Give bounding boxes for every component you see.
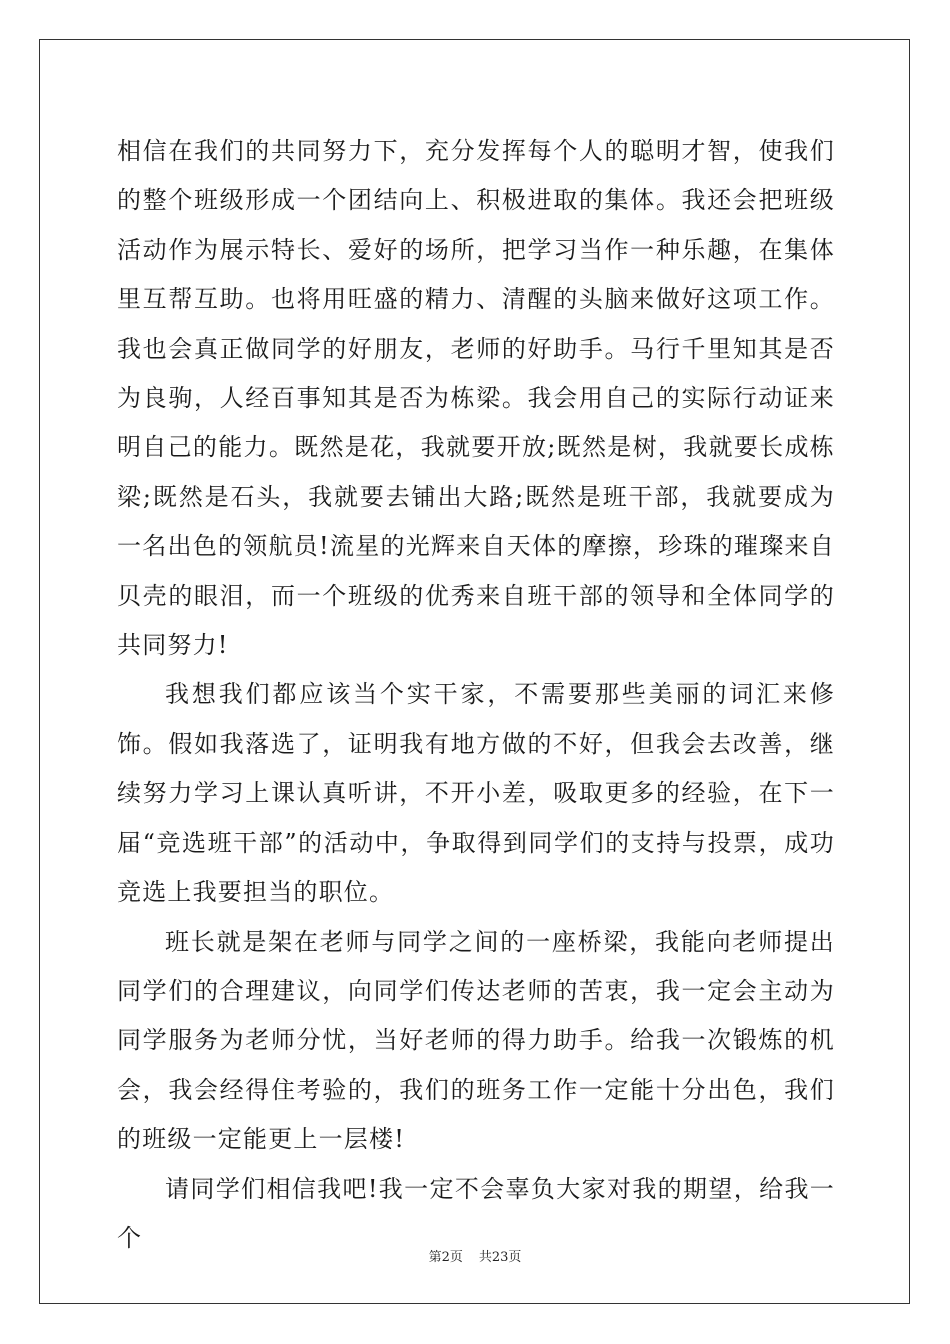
document-body bbox=[117, 127, 835, 1263]
paragraph-2: 我想我们都应该当个实干家，不需要那些美丽的词汇来修饰。假如我落选了，证明我有地方做的不好，但我会去改善，继续努力学习上课认真听讲，不开小差，吸取更多的经验，在下一届“竞选班干部”的活动中，争取得到同学们的支持与投票，成功竞选上我要担当的职位。 bbox=[117, 680, 835, 907]
paragraph-3: 班长就是架在老师与同学之间的一座桥梁，我能向老师提出同学们的合理建议，向同学们传达老师的苦衷，我一定会主动为同学服务为老师分忧，当好老师的得力助手。给我一次锻炼的机会，我会经得住考验的，我们的班务工作一定能十分出色，我们的班级一定能更上一层楼! bbox=[117, 927, 835, 1154]
paragraph-4: 请同学们相信我吧!我一定不会辜负大家对我的期望，给我一个 bbox=[117, 1174, 835, 1252]
page-footer bbox=[0, 1246, 950, 1265]
page-total: 共23页 bbox=[478, 1250, 522, 1265]
page-number: 第2页 bbox=[428, 1250, 463, 1265]
paragraph-1: 相信在我们的共同努力下，充分发挥每个人的聪明才智，使我们的整个班级形成一个团结向上、积极进取的集体。我还会把班级活动作为展示特长、爱好的场所，把学习当作一种乐趣，在集体里互帮互助。也将用旺盛的精力、清醒的头脑来做好这项工作。我也会真正做同学的好朋友，老师的好助手。马行千里知其是否为良驹，人经百事知其是否为栋梁。我会用自己的实际行动证来明自己的能力。既然是花，我就要开放;既然是树，我就要长成栋梁;既然是石头，我就要去铺出大路;既然是班干部，我就要成为一名出色的领航员!流星的光辉来自天体的摩擦，珍珠的璀璨来自贝壳的眼泪，而一个班级的优秀来自班干部的领导和全体同学的共同努力! bbox=[117, 137, 835, 660]
